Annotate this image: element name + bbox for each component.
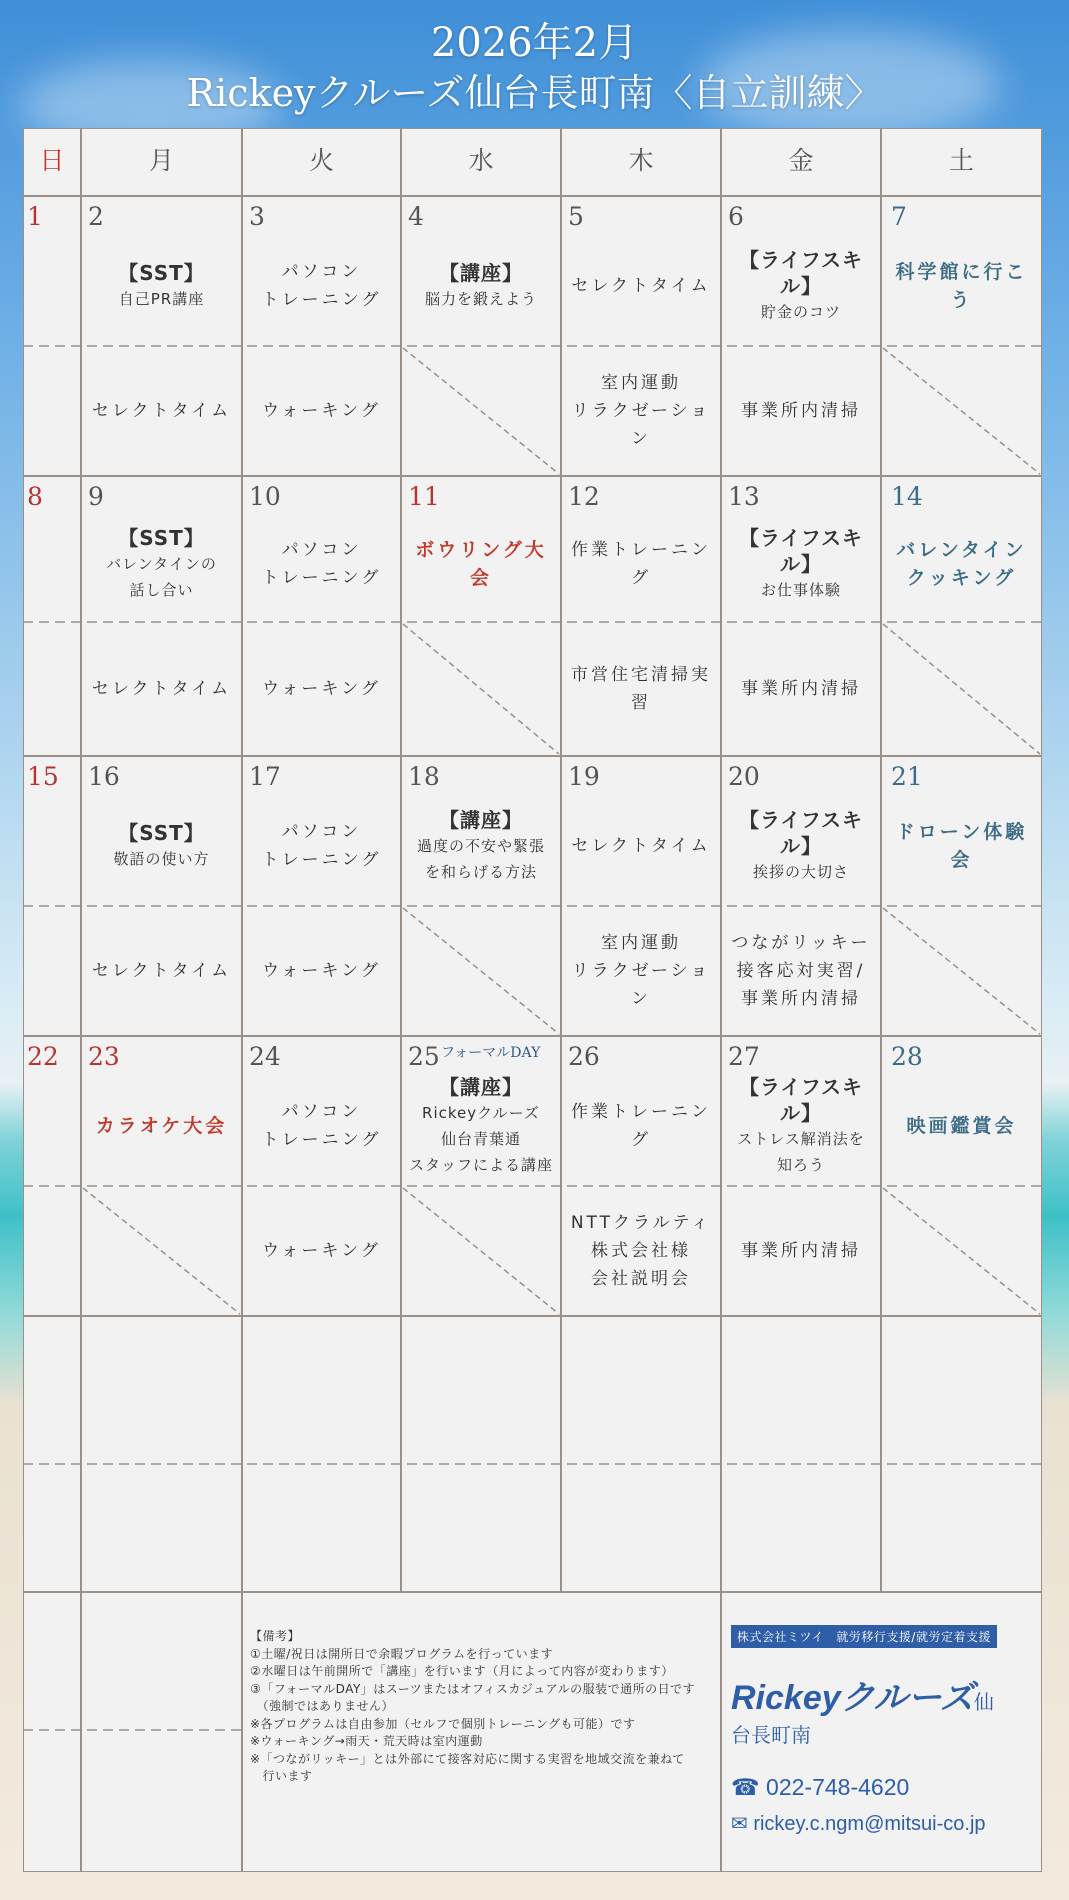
day-cell[interactable] xyxy=(81,196,242,476)
email-address[interactable]: rickey.c.ngm@mitsui-co.jp xyxy=(753,1813,986,1835)
afternoon-program xyxy=(561,346,721,476)
day-number: 20 xyxy=(728,762,760,791)
program-category: 【SST】 xyxy=(118,526,205,550)
morning-program xyxy=(81,226,242,346)
mail-icon: ✉ xyxy=(731,1813,748,1835)
program-title: 市営住宅清掃実習 xyxy=(571,665,711,713)
afternoon-program xyxy=(81,906,242,1036)
afternoon-program xyxy=(401,1186,561,1316)
logo-text: Rickeyクルーズ xyxy=(731,1679,974,1717)
program-title: お仕事体験 xyxy=(760,581,841,599)
day-number: 13 xyxy=(728,482,760,511)
program-title: パソコン トレーニング xyxy=(261,1102,382,1150)
phone-number[interactable]: 022-748-4620 xyxy=(766,1774,910,1800)
day-number: 17 xyxy=(249,762,281,791)
program-title: カラオケ大会 xyxy=(95,1115,228,1137)
phone-row xyxy=(731,1774,1011,1801)
program-title: ドローン体験会 xyxy=(895,821,1028,871)
day-cell[interactable] xyxy=(881,756,1042,1036)
morning-program xyxy=(23,1066,81,1186)
afternoon-program xyxy=(242,622,401,756)
calendar-grid xyxy=(23,128,1042,1872)
day-cell[interactable] xyxy=(81,756,242,1036)
program-title: 映画鑑賞会 xyxy=(906,1115,1017,1137)
afternoon-program xyxy=(721,346,881,476)
morning-program xyxy=(23,506,81,622)
program-title: 自己PR講座 xyxy=(118,290,205,308)
day-number: 21 xyxy=(891,762,923,791)
title-facility: Rickeyクルーズ仙台長町南〈自立訓練〉 xyxy=(186,71,883,115)
program-title: セレクトタイム xyxy=(91,401,232,421)
formal-day-badge: フォーマルDAY xyxy=(441,1045,541,1061)
day-cell[interactable] xyxy=(23,476,81,756)
program-category: 【ライフスキル】 xyxy=(739,526,863,576)
morning-program xyxy=(881,1066,1042,1186)
day-cell[interactable] xyxy=(401,196,561,476)
morning-program xyxy=(721,506,881,622)
program-category: 【ライフスキル】 xyxy=(739,808,863,858)
weekday-header: 水 xyxy=(468,146,494,175)
program-title: セレクトタイム xyxy=(571,276,711,296)
day-number: 27 xyxy=(728,1042,760,1071)
afternoon-program xyxy=(881,346,1042,476)
day-cell[interactable] xyxy=(81,476,242,756)
program-category: 【講座】 xyxy=(438,1075,523,1099)
day-number: 11 xyxy=(408,482,440,511)
program-title: 貯金のコツ xyxy=(760,303,841,321)
program-title: 室内運動 リラクゼーション xyxy=(571,373,711,449)
morning-program xyxy=(561,226,721,346)
day-number: 1 xyxy=(27,202,43,231)
day-cell[interactable] xyxy=(23,196,81,476)
program-title: 敬語の使い方 xyxy=(113,850,210,868)
company-badge: 株式会社ミツイ 就労移行支援/就労定着支援 xyxy=(731,1625,997,1648)
day-number: 10 xyxy=(249,482,281,511)
day-number: 3 xyxy=(249,202,265,231)
day-number: 23 xyxy=(88,1042,120,1071)
day-number: 12 xyxy=(568,482,600,511)
morning-program xyxy=(881,786,1042,906)
afternoon-program xyxy=(81,622,242,756)
program-title: 作業トレーニング xyxy=(571,1102,711,1150)
program-title: パソコン トレーニング xyxy=(261,822,382,870)
day-number: 28 xyxy=(891,1042,923,1071)
program-title: 作業トレーニング xyxy=(571,540,711,588)
day-number: 19 xyxy=(568,762,600,791)
afternoon-program xyxy=(401,906,561,1036)
afternoon-program xyxy=(23,906,81,1036)
program-title: パソコン トレーニング xyxy=(261,262,382,310)
program-category: 【ライフスキル】 xyxy=(739,1075,863,1125)
afternoon-program xyxy=(881,1186,1042,1316)
program-title: ウォーキング xyxy=(262,679,381,699)
day-cell[interactable] xyxy=(561,756,721,1036)
day-cell[interactable] xyxy=(721,476,881,756)
afternoon-program xyxy=(23,1186,81,1316)
program-title: 過度の不安や緊張 を和らげる方法 xyxy=(416,837,545,881)
program-title: 科学館に行こう xyxy=(895,261,1028,311)
day-cell[interactable] xyxy=(242,756,401,1036)
program-title: 室内運動 リラクゼーション xyxy=(571,933,711,1009)
afternoon-program xyxy=(721,906,881,1036)
morning-program xyxy=(721,1066,881,1186)
day-cell[interactable] xyxy=(242,1036,401,1316)
morning-program xyxy=(23,786,81,906)
day-cell[interactable] xyxy=(401,476,561,756)
day-cell[interactable] xyxy=(881,1036,1042,1316)
morning-program xyxy=(561,506,721,622)
morning-program xyxy=(401,506,561,622)
day-number: 18 xyxy=(408,762,440,791)
logo-branch: 仙台長町南 xyxy=(731,1690,994,1747)
day-cell[interactable] xyxy=(23,756,81,1036)
weekday-header: 土 xyxy=(948,146,974,175)
program-title: バレンタイン クッキング xyxy=(896,539,1027,589)
weekday-header: 火 xyxy=(308,146,334,175)
day-cell[interactable] xyxy=(881,196,1042,476)
morning-program xyxy=(721,226,881,346)
morning-program xyxy=(561,1066,721,1186)
morning-program xyxy=(721,786,881,906)
program-category: 【ライフスキル】 xyxy=(739,248,863,298)
email-row xyxy=(731,1811,1011,1836)
day-cell[interactable] xyxy=(401,756,561,1036)
afternoon-program xyxy=(81,1186,242,1316)
company-logo xyxy=(731,1670,1011,1748)
program-category: 【SST】 xyxy=(118,261,205,285)
afternoon-program xyxy=(721,1186,881,1316)
weekday-header: 金 xyxy=(788,146,814,175)
phone-icon: ☎ xyxy=(731,1774,760,1800)
day-cell[interactable] xyxy=(721,196,881,476)
day-cell[interactable] xyxy=(561,1036,721,1316)
afternoon-program xyxy=(881,622,1042,756)
program-title: NTTクラルティ 株式会社様 会社説明会 xyxy=(570,1213,712,1289)
day-cell[interactable] xyxy=(721,756,881,1036)
morning-program xyxy=(23,226,81,346)
day-cell[interactable] xyxy=(242,476,401,756)
program-title: バレンタインの 話し合い xyxy=(106,555,217,599)
afternoon-program xyxy=(401,622,561,756)
day-number: 25 xyxy=(408,1042,440,1071)
afternoon-program xyxy=(242,906,401,1036)
morning-program xyxy=(81,1066,242,1186)
program-title: 事業所内清掃 xyxy=(741,401,861,421)
day-number: 24 xyxy=(249,1042,281,1071)
afternoon-program xyxy=(401,346,561,476)
weekday-header: 木 xyxy=(628,146,654,175)
title-month: 2026年2月 xyxy=(430,20,639,66)
morning-program xyxy=(242,786,401,906)
weekday-header: 月 xyxy=(148,146,174,175)
day-cell[interactable] xyxy=(23,1036,81,1316)
program-title: ウォーキング xyxy=(262,961,381,981)
program-title: セレクトタイム xyxy=(571,836,711,856)
day-number: 8 xyxy=(27,482,43,511)
day-cell[interactable] xyxy=(401,1036,561,1316)
day-number: 14 xyxy=(891,482,923,511)
morning-program xyxy=(401,226,561,346)
program-title: セレクトタイム xyxy=(91,961,232,981)
day-number: 16 xyxy=(88,762,120,791)
program-title: Rickeyクルーズ 仙台青葉通 スタッフによる講座 xyxy=(408,1104,553,1174)
afternoon-program xyxy=(561,622,721,756)
program-title: 脳力を鍛えよう xyxy=(424,290,537,308)
afternoon-program xyxy=(81,346,242,476)
morning-program xyxy=(242,226,401,346)
program-title: 事業所内清掃 xyxy=(741,679,861,699)
calendar-title xyxy=(0,18,1069,118)
program-title: ストレス解消法を 知ろう xyxy=(737,1130,865,1174)
day-number: 26 xyxy=(568,1042,600,1071)
company-info xyxy=(731,1625,1011,1836)
day-cell[interactable] xyxy=(721,1036,881,1316)
day-cell[interactable] xyxy=(561,196,721,476)
day-cell[interactable] xyxy=(881,476,1042,756)
morning-program xyxy=(881,506,1042,622)
day-cell[interactable] xyxy=(81,1036,242,1316)
morning-program xyxy=(242,506,401,622)
program-title: 事業所内清掃 xyxy=(741,1241,861,1261)
afternoon-program xyxy=(242,1186,401,1316)
weekday-header: 日 xyxy=(39,146,65,175)
morning-program xyxy=(561,786,721,906)
program-title: 挨拶の大切さ xyxy=(752,863,849,881)
afternoon-program xyxy=(242,346,401,476)
day-number: 2 xyxy=(88,202,104,231)
day-number: 6 xyxy=(728,202,744,231)
afternoon-program xyxy=(23,622,81,756)
morning-program xyxy=(242,1066,401,1186)
day-number: 7 xyxy=(891,202,907,231)
day-number: 4 xyxy=(408,202,424,231)
day-number: 22 xyxy=(27,1042,59,1071)
program-title: ボウリング大会 xyxy=(415,539,547,589)
day-number: 9 xyxy=(88,482,104,511)
day-cell[interactable] xyxy=(242,196,401,476)
morning-program xyxy=(401,786,561,906)
afternoon-program xyxy=(561,906,721,1036)
morning-program xyxy=(401,1066,561,1186)
morning-program xyxy=(81,786,242,906)
notes: 【備考】 ①土曜/祝日は開所日で余暇プログラムを行っています ②水曜日は午前開所で「講座」を行います（月によって内容が変わります） ③「フォーマルDAY」はスーツまたはオフィスカジュアルの服装で通所の日です （強制ではありません） ※各プログラムは自由参加（セルフで個別トレーニングも可能）です ※ウォーキング→雨天・荒天時は室内運動 ※「つながリッキー」とは外部にて接客対応に関する実習を地域交流を兼ねて 行います xyxy=(250,1629,696,1783)
program-category: 【講座】 xyxy=(438,261,523,285)
afternoon-program xyxy=(561,1186,721,1316)
afternoon-program xyxy=(721,622,881,756)
day-cell[interactable] xyxy=(561,476,721,756)
afternoon-program xyxy=(881,906,1042,1036)
day-number: 15 xyxy=(27,762,59,791)
program-title: つながリッキー 接客応対実習/ 事業所内清掃 xyxy=(731,933,871,1009)
morning-program xyxy=(881,226,1042,346)
day-number: 5 xyxy=(568,202,584,231)
program-title: セレクトタイム xyxy=(91,679,232,699)
program-category: 【講座】 xyxy=(438,808,523,832)
program-category: 【SST】 xyxy=(118,821,205,845)
program-title: ウォーキング xyxy=(262,1241,381,1261)
afternoon-program xyxy=(23,346,81,476)
morning-program xyxy=(81,506,242,622)
program-title: ウォーキング xyxy=(262,401,381,421)
program-title: パソコン トレーニング xyxy=(261,540,382,588)
